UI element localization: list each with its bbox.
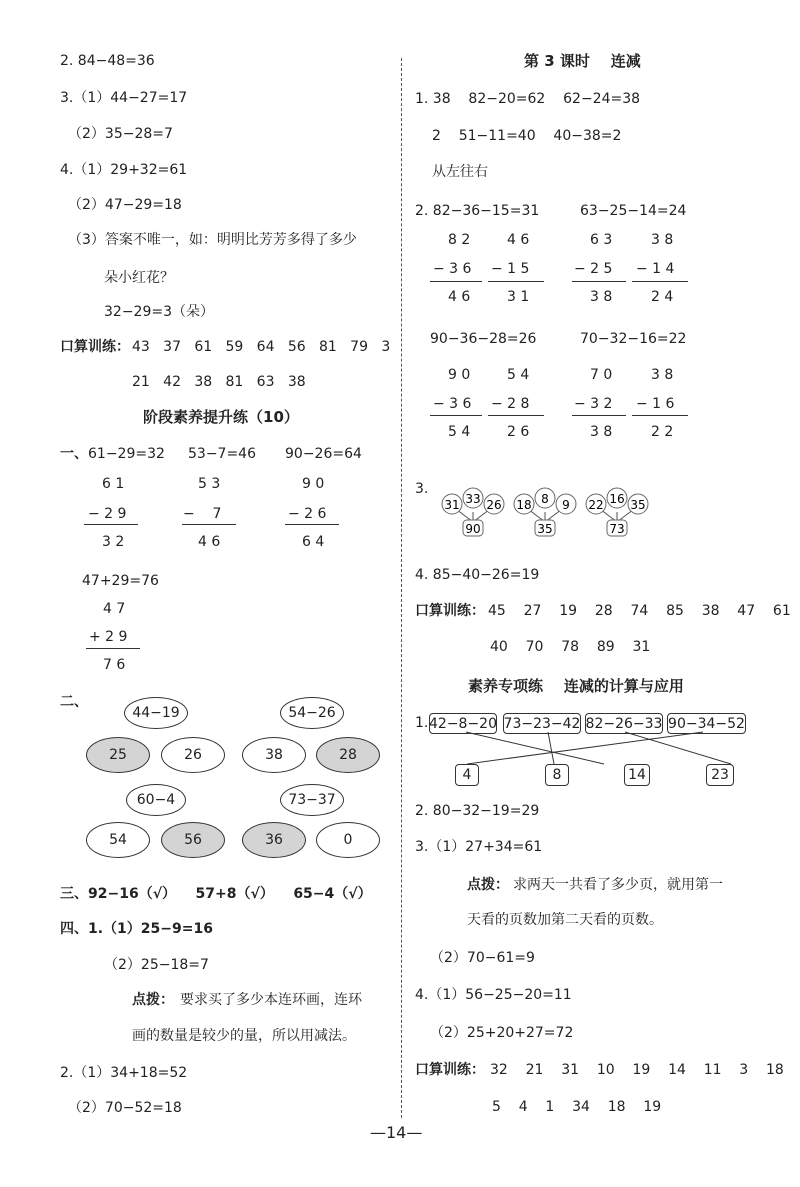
part-label: 一、 — [60, 446, 88, 462]
flower-petal: 22 — [588, 498, 604, 512]
calc-result: 2 4 — [651, 289, 674, 305]
answer-line: 2.（1）34+18=52 — [60, 1065, 188, 1081]
answer-oval: 26 — [161, 737, 225, 773]
calc-line — [632, 415, 688, 416]
flower-petal: 33 — [465, 492, 481, 506]
calc-top: 9 0 — [302, 476, 325, 492]
calc-line — [488, 281, 544, 282]
match-answer: 4 — [455, 764, 479, 786]
oral-practice-row: 43 37 61 59 64 56 81 79 3 — [132, 339, 391, 355]
calc-operand: − 1 5 — [491, 261, 530, 277]
calc-operand: − 1 4 — [636, 261, 675, 277]
answer-oval: 0 — [316, 822, 380, 858]
flower-petal: 26 — [486, 498, 502, 512]
calc-top: 9 0 — [448, 367, 471, 383]
page-number: —14— — [370, 1123, 423, 1142]
tip-label: 点拨： — [467, 877, 509, 893]
oral-practice-row: 40 70 78 89 31 — [490, 639, 651, 655]
calc-operand: − 7 — [183, 506, 222, 522]
flower-petal: 18 — [516, 498, 532, 512]
answer-line: 32−29=3（朵） — [104, 304, 214, 320]
tip-text: 求两天一共看了多少页，就用第一 — [513, 877, 723, 893]
calc-top: 6 3 — [590, 232, 613, 248]
calc-line — [84, 524, 138, 525]
answer-oval: 38 — [242, 737, 306, 773]
calc-line — [430, 415, 482, 416]
oral-practice-label: 口算训练： — [60, 339, 130, 355]
flower-diagram — [580, 482, 654, 538]
tip-text: 画的数量是较少的量，所以用减法。 — [132, 1028, 356, 1044]
calc-top: 5 3 — [198, 476, 221, 492]
section-title: 阶段素养提升练（10） — [143, 408, 299, 426]
calc-top: 4 7 — [103, 601, 126, 617]
part-four: 四、1.（1）25−9=16 — [60, 921, 213, 937]
equation: 70−32−16=22 — [580, 331, 687, 347]
expression-oval: 54−26 — [280, 697, 344, 729]
calc-line — [285, 524, 339, 525]
calc-result: 6 4 — [302, 534, 325, 550]
match-expression: 73−23−42 — [503, 713, 581, 734]
calc-operand: − 3 2 — [574, 396, 613, 412]
section-title: 素养专项练 连减的计算与应用 — [468, 677, 684, 695]
answer-oval: 54 — [86, 822, 150, 858]
calc-operand: − 2 6 — [288, 506, 327, 522]
calc-operand: − 3 6 — [433, 261, 472, 277]
oral-practice-label: 口算训练： — [415, 1062, 485, 1078]
calc-top: 7 0 — [590, 367, 613, 383]
equation: 90−36−28=26 — [430, 331, 537, 347]
flower-petal: 9 — [562, 498, 570, 512]
question-label: 3. — [415, 481, 429, 497]
match-answer: 8 — [545, 764, 569, 786]
answer-line: 4.（1）56−25−20=11 — [415, 987, 572, 1003]
answer-line: （2）70−61=9 — [430, 950, 535, 966]
tip-text: 天看的页数加第二天看的页数。 — [467, 912, 663, 928]
oral-practice-row: 21 42 38 81 63 38 — [132, 374, 306, 390]
flower-petal: 8 — [541, 492, 549, 506]
flower-pot: 35 — [537, 522, 553, 536]
answer-line: 4.（1）29+32=61 — [60, 162, 188, 178]
match-expression: 90−34−52 — [667, 713, 746, 734]
answer-line: 1. 38 82−20=62 62−24=38 — [415, 91, 641, 107]
answer-line: 从左往右 — [432, 164, 488, 180]
calc-result: 4 6 — [448, 289, 471, 305]
answer-line: （2）35−28=7 — [68, 126, 173, 142]
oral-practice-row: 5 4 1 34 18 19 — [492, 1099, 662, 1115]
column-divider — [401, 58, 402, 1118]
answer-line: （2）47−29=18 — [68, 197, 182, 213]
calc-top: 3 8 — [651, 232, 674, 248]
answer-line: 3.（1）27+34=61 — [415, 839, 543, 855]
calc-result: 4 6 — [198, 534, 221, 550]
calc-top: 6 1 — [102, 476, 125, 492]
oral-practice-row: 45 27 19 28 74 85 38 47 61 — [488, 603, 791, 619]
calc-result: 3 2 — [102, 534, 125, 550]
expression-oval: 73−37 — [280, 784, 344, 816]
flower-petal: 16 — [609, 492, 625, 506]
match-expression: 82−26−33 — [585, 713, 663, 734]
equation: 47+29=76 — [82, 573, 159, 589]
calc-result: 3 8 — [590, 424, 613, 440]
flower-diagram — [508, 482, 582, 538]
lesson-title: 第 3 课时 连减 — [524, 52, 641, 70]
answer-oval: 28 — [316, 737, 380, 773]
calc-line — [430, 281, 482, 282]
answer-line: （2）25+20+27=72 — [430, 1025, 574, 1041]
flower-diagram — [436, 482, 510, 538]
calc-top: 3 8 — [651, 367, 674, 383]
calc-line — [488, 415, 544, 416]
answer-line: 3.（1）44−27=17 — [60, 90, 188, 106]
calc-result: 5 4 — [448, 424, 471, 440]
expression-oval: 44−19 — [124, 697, 188, 729]
calc-operand: − 2 5 — [574, 261, 613, 277]
calc-top: 8 2 — [448, 232, 471, 248]
calc-result: 2 6 — [507, 424, 530, 440]
match-answer: 14 — [624, 764, 650, 786]
match-expression: 42−8−20 — [429, 713, 497, 734]
answer-oval: 36 — [242, 822, 306, 858]
answer-line: （2）70−52=18 — [68, 1100, 182, 1116]
answer-line: （3）答案不唯一，如：明明比芳芳多得了多少 — [68, 232, 357, 248]
flower-pot: 73 — [609, 522, 625, 536]
equation: 2. 82−36−15=31 — [415, 203, 540, 219]
calc-result: 3 8 — [590, 289, 613, 305]
answer-oval: 25 — [86, 737, 150, 773]
part-three: 三、92−16（√） 57+8（√） 65−4（√） — [60, 886, 372, 902]
match-answer: 23 — [706, 764, 734, 786]
answer-oval: 56 — [161, 822, 225, 858]
oral-practice-label: 口算训练： — [415, 603, 485, 619]
oral-practice-row: 32 21 31 10 19 14 11 3 18 — [490, 1062, 784, 1078]
answer-line: 2. 80−32−19=29 — [415, 803, 540, 819]
equation: 90−26=64 — [285, 446, 362, 462]
equation: 61−29=32 — [88, 446, 165, 462]
flower-petal: 31 — [444, 498, 460, 512]
part-label: 二、 — [60, 694, 88, 710]
calc-line — [182, 524, 236, 525]
expression-oval: 60−4 — [126, 784, 186, 816]
flower-pot: 90 — [465, 522, 481, 536]
calc-operand: − 3 6 — [433, 396, 472, 412]
question-label: 1. — [415, 715, 429, 731]
calc-operand: − 2 8 — [491, 396, 530, 412]
calc-line — [632, 281, 688, 282]
calc-line — [572, 281, 626, 282]
calc-result: 2 2 — [651, 424, 674, 440]
calc-result: 7 6 — [103, 657, 126, 673]
calc-operand: + 2 9 — [89, 629, 128, 645]
flower-petal: 35 — [630, 498, 646, 512]
calc-line — [86, 648, 140, 649]
calc-result: 3 1 — [507, 289, 530, 305]
equation: 53−7=46 — [188, 446, 256, 462]
tip-label: 点拨： — [132, 992, 174, 1008]
answer-line: 2 51−11=40 40−38=2 — [432, 128, 622, 144]
calc-operand: − 2 9 — [88, 506, 127, 522]
tip-text: 要求买了多少本连环画，连环 — [180, 992, 362, 1008]
calc-operand: − 1 6 — [636, 396, 675, 412]
answer-line: （2）25−18=7 — [104, 957, 209, 973]
calc-top: 4 6 — [507, 232, 530, 248]
calc-top: 5 4 — [507, 367, 530, 383]
answer-line: 朵小红花？ — [104, 270, 174, 286]
answer-line: 4. 85−40−26=19 — [415, 567, 540, 583]
answer-line: 2. 84−48=36 — [60, 53, 155, 69]
calc-line — [572, 415, 626, 416]
equation: 63−25−14=24 — [580, 203, 687, 219]
